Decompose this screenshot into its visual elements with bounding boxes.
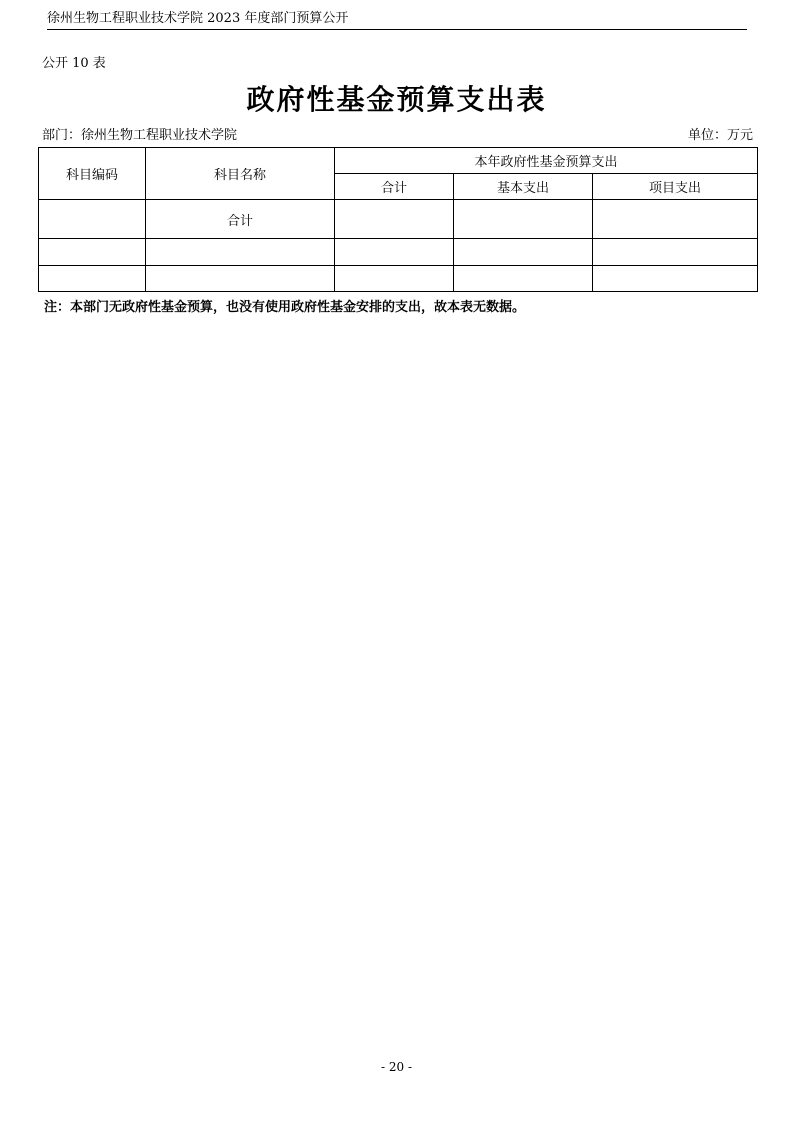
page-number: - 20 - bbox=[380, 1060, 412, 1074]
table-cell bbox=[454, 239, 593, 266]
table-cell bbox=[146, 266, 335, 292]
table-cell: 合计 bbox=[146, 200, 335, 239]
table-cell bbox=[454, 200, 593, 239]
table-cell bbox=[39, 200, 146, 239]
table-cell bbox=[454, 266, 593, 292]
table-cell bbox=[39, 266, 146, 292]
running-header-text: 徐州生物工程职业技术学院 2023 年度部门预算公开 bbox=[47, 11, 349, 26]
table-cell bbox=[593, 239, 758, 266]
department-label: 部门：徐州生物工程职业技术学院 bbox=[42, 128, 238, 143]
table-cell bbox=[335, 266, 454, 292]
header-total: 合计 bbox=[335, 174, 454, 200]
page-title: 政府性基金预算支出表 bbox=[246, 83, 547, 116]
table-row bbox=[39, 239, 758, 266]
header-basic-expenditure: 基本支出 bbox=[454, 174, 593, 200]
unit-label: 单位：万元 bbox=[687, 128, 753, 143]
header-project-expenditure: 项目支出 bbox=[593, 174, 758, 200]
table-cell bbox=[335, 239, 454, 266]
table-row bbox=[39, 200, 758, 239]
table-number: 公开 10 表 bbox=[42, 56, 106, 71]
running-header bbox=[47, 9, 747, 30]
table-cell bbox=[335, 200, 454, 239]
header-fund-expenditure: 本年政府性基金预算支出 bbox=[335, 148, 758, 174]
table-cell bbox=[146, 239, 335, 266]
table-cell bbox=[593, 266, 758, 292]
table-row bbox=[39, 266, 758, 292]
table-cell bbox=[593, 200, 758, 239]
header-subject-code: 科目编码 bbox=[39, 148, 146, 200]
footnote: 注：本部门无政府性基金预算，也没有使用政府性基金安排的支出，故本表无数据。 bbox=[44, 300, 526, 315]
table-cell bbox=[39, 239, 146, 266]
budget-table bbox=[38, 147, 758, 292]
header-subject-name: 科目名称 bbox=[146, 148, 335, 200]
